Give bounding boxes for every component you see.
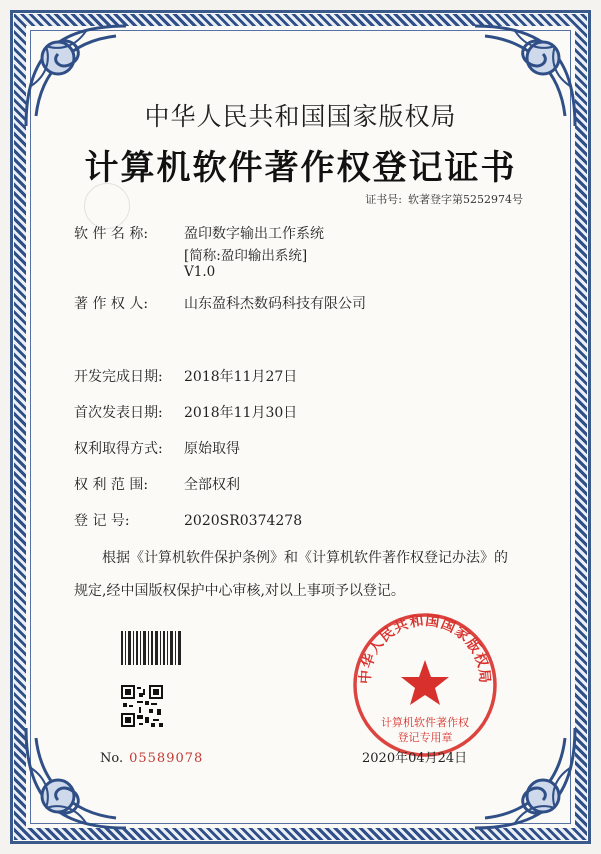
- acquire-value: 原始取得: [184, 441, 240, 457]
- serial-label: No.: [100, 751, 124, 766]
- serial-number: [100, 751, 203, 766]
- statement-paragraph: [74, 542, 534, 608]
- field-registration: [74, 510, 302, 530]
- certificate-number: [359, 191, 523, 207]
- statement-line-1: 根据《计算机软件保护条例》和《计算机软件著作权登记办法》的: [102, 550, 508, 566]
- owner-label: 著 作 权 人:: [74, 296, 149, 312]
- seal-inner-line-1: 计算机软件著作权: [381, 716, 469, 729]
- acquire-label: 权利取得方式:: [74, 441, 163, 457]
- qr-code: [121, 685, 163, 727]
- seal-ring-text: 中华人民共和国国家版权局: [357, 612, 493, 685]
- registration-label: 登 记 号:: [74, 513, 130, 529]
- field-dev-date: [74, 366, 297, 386]
- statement-line-2: 规定,经中国版权保护中心审核,对以上事项予以登记。: [74, 583, 405, 599]
- field-acquire: [74, 438, 240, 458]
- serial-value: 05589078: [129, 751, 204, 766]
- software-name-label: 软 件 名 称:: [74, 226, 149, 242]
- certificate-number-label: 证书号:: [365, 193, 402, 206]
- scope-label: 权 利 范 围:: [74, 477, 149, 493]
- scope-value: 全部权利: [184, 477, 240, 493]
- field-scope: [74, 474, 240, 494]
- pub-date-label: 首次发表日期:: [74, 405, 163, 421]
- field-pub-date: [74, 402, 297, 422]
- software-name-value: 盈印数字输出工作系统: [184, 226, 324, 242]
- barcode: [121, 631, 181, 665]
- software-version: V1.0: [184, 264, 216, 280]
- issuer-title: 中华人民共和国国家版权局: [144, 102, 457, 131]
- official-seal: [350, 610, 500, 760]
- registration-value: 2020SR0374278: [184, 513, 303, 529]
- dev-date-value: 2018年11月27日: [184, 369, 298, 385]
- software-short-name: [简称:盈印输出系统]: [184, 248, 308, 264]
- issue-date: 2020年04月24日: [362, 751, 468, 766]
- certificate-number-value: 软著登字第5252974号: [408, 193, 523, 206]
- certificate-title: 计算机软件著作权登记证书: [84, 148, 517, 188]
- pub-date-value: 2018年11月30日: [184, 405, 298, 421]
- corner-ornament-bottom-left: [16, 718, 136, 838]
- field-owner: [74, 293, 366, 313]
- field-software-name: [74, 223, 324, 243]
- dev-date-label: 开发完成日期:: [74, 369, 163, 385]
- owner-value: 山东盈科杰数码科技有限公司: [184, 296, 366, 312]
- seal-inner-line-2: 登记专用章: [397, 731, 453, 744]
